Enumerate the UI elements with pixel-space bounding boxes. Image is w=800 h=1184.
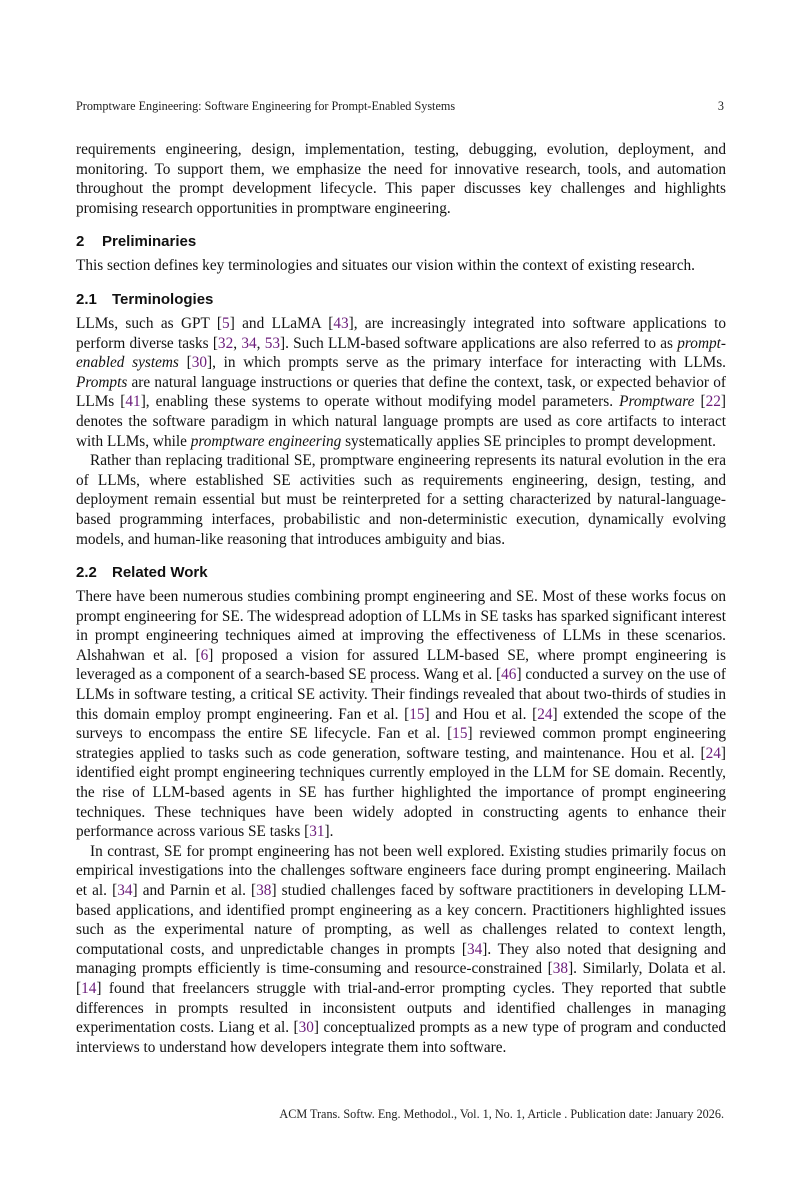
citation-link[interactable]: 30 [191, 354, 207, 372]
text-run: ] found that freelancers struggle with trial-and-error prompting cycles. They reported that subtle differences in prompts resulted in inconsistent outputs and identified challenges in managing experimentation costs. Liang et al. [ [76, 979, 726, 1037]
page-footer: ACM Trans. Softw. Eng. Methodol., Vol. 1, No. 1, Article . Publication date: January 2026. [279, 1107, 724, 1121]
text-run: ] conceptualized prompts as a new type of program and conducted interviews to understand how developers integrate them into software. [76, 1019, 727, 1056]
citation-link[interactable]: 32 [217, 334, 234, 352]
text-run: ] denotes the software paradigm in which natural language prompts are used as core artifacts to interact with LLMs, while [76, 393, 727, 450]
emphasis-term: prompt-enabled systems [76, 334, 726, 372]
text-run: ]. They also noted that designing and managing prompts efficiently is time-consuming and resource-constrained [ [76, 940, 726, 978]
citation-link[interactable]: 41 [125, 393, 141, 411]
citation-link[interactable]: 43 [333, 314, 349, 332]
emphasis-term: promptware engineering [190, 432, 342, 450]
running-header [76, 99, 724, 114]
citation-link[interactable]: 34 [117, 882, 133, 899]
text-run: systematically applies SE principles to prompt development. [341, 432, 716, 450]
citation-link[interactable]: 15 [409, 705, 425, 723]
running-title: Promptware Engineering: Software Engineering for Prompt-Enabled Systems [76, 99, 456, 113]
text-run: ] studied challenges faced by software practitioners in developing LLM-based applications, and identified prompt engineering as a key concern. Practitioners highlighted issues such as the experimental nature of prompting, as well as challenges related to context length, computational costs, and unpredictable changes in prompts [ [76, 882, 726, 958]
emphasis-term: Prompts [76, 373, 128, 391]
citation-link[interactable]: 34 [241, 334, 257, 352]
subsection-number: 2.2 [76, 564, 97, 582]
citation-link[interactable]: 46 [501, 666, 517, 684]
text-run: ] and Hou et al. [ [424, 705, 538, 723]
text-run: , [233, 334, 242, 352]
subsection-heading-terminologies [76, 290, 726, 309]
section-number: 2 [76, 233, 85, 251]
citation-link[interactable]: 22 [705, 393, 721, 411]
subsection-heading-related-work [76, 563, 726, 582]
citation-link[interactable]: 38 [552, 960, 569, 978]
citation-link[interactable]: 30 [298, 1019, 314, 1037]
text-run: ], enabling these systems to operate without modifying model parameters. [140, 393, 620, 411]
citation-link[interactable]: 24 [705, 744, 721, 762]
section-heading-preliminaries [76, 232, 726, 251]
text-run: ] conducted a survey on the use of LLMs in software testing, a critical SE activity. Their findings revealed that about two-thirds of studies in this domain employ prompt engineering. Fan et al. [ [76, 666, 726, 723]
text-run: ] and Parnin et al. [ [132, 882, 257, 899]
body-text [76, 140, 726, 1057]
text-run: ] proposed a vision for assured LLM-based SE, where prompt engineering is leveraged as a component of a search-based SE process. Wang et al. [ [76, 646, 726, 684]
text-run: ] identified eight prompt engineering techniques currently employed in the LLM for SE domain. Recently, the rise of LLM-based agents in SE has further highlighted the importance of prompt engineering techniques. These techniques have been widely adopted in constructing agents to enhance their performance across various SE tasks [ [76, 744, 726, 841]
citation-link[interactable]: 14 [81, 979, 97, 997]
text-run: ]. Similarly, Dolata et al. [ [76, 960, 727, 997]
text-run: ], in which prompts serve as the primary interface for interacting with LLMs. [206, 354, 727, 372]
text-run: ] reviewed common prompt engineering strategies applied to tasks such as code generation, software testing, and maintenance. Hou et al. [ [76, 725, 726, 762]
citation-link[interactable]: 38 [256, 882, 272, 899]
emphasis-term: Promptware [619, 393, 695, 411]
terminologies-paragraph-2: Rather than replacing traditional SE, promptware engineering represents its natural evolution in the era of LLMs, where established SE activities such as requirements engineering, design, testing, and deployment remain essential but must be reinterpreted for a setting characterized by natural-language-based programming interfaces, probabilistic and non-deterministic execution, dynamically evolving models, and human-like reasoning that introduces ambiguity and bias. [76, 452, 726, 548]
text-run: ]. Such LLM-based software applications are also referred to as [280, 334, 678, 352]
text-run: ]. [324, 823, 334, 841]
related-work-paragraph-2 [76, 842, 726, 1058]
subsection-title: Related Work [112, 564, 208, 582]
citation-link[interactable]: 5 [222, 314, 230, 332]
text-run: ], are increasingly integrated into software applications to perform diverse tasks [ [76, 314, 726, 352]
text-run: ] extended the scope of the surveys to encompass the entire SE lifecycle. Fan et al. [ [76, 705, 727, 743]
citation-link[interactable]: 31 [309, 823, 325, 841]
text-run: are natural language instructions or queries that define the context, task, or expected behavior of LLMs [ [76, 373, 726, 411]
citation-link[interactable]: 15 [452, 725, 468, 743]
subsection-title: Terminologies [112, 290, 214, 308]
text-run: ] and LLaMA [ [229, 314, 334, 332]
text-run: LLMs, such as GPT [ [76, 314, 223, 332]
citation-link[interactable]: 53 [264, 334, 280, 352]
citation-link[interactable]: 6 [200, 646, 209, 664]
subsection-number: 2.1 [76, 290, 97, 308]
citation-link[interactable]: 24 [537, 705, 553, 723]
preliminaries-paragraph: This section defines key terminologies and situates our vision within the context of existing research. [76, 257, 695, 275]
page-number: 3 [717, 99, 724, 113]
text-run: [ [694, 393, 706, 411]
text-run: In contrast, SE for prompt engineering has not been well explored. Existing studies primarily focus on empirical investigations into the challenges software engineers face during prompt engineering. Mailach et al. [ [76, 842, 726, 899]
terminologies-paragraph-1 [76, 314, 726, 451]
text-run: There have been numerous studies combining prompt engineering and SE. Most of these works focus on prompt engineering for SE. The widespread adoption of LLMs in SE tasks has sparked significant interest in prompt engineering techniques aimed at improving the effectiveness of LLMs in these scenarios. Alshahwan et al. [ [76, 588, 726, 664]
text-run: [ [178, 354, 192, 372]
related-work-paragraph-1 [76, 587, 726, 842]
citation-link[interactable]: 34 [466, 940, 483, 958]
section-title: Preliminaries [102, 233, 197, 251]
text-run: , [256, 334, 265, 352]
intro-tail-paragraph: requirements engineering, design, implementation, testing, debugging, evolution, deployment, and monitoring. To support them, we emphasize the need for innovative research, tools, and automation throughout the prompt development lifecycle. This paper discusses key challenges and highlights promising research opportunities in promptware engineering. [76, 141, 726, 217]
